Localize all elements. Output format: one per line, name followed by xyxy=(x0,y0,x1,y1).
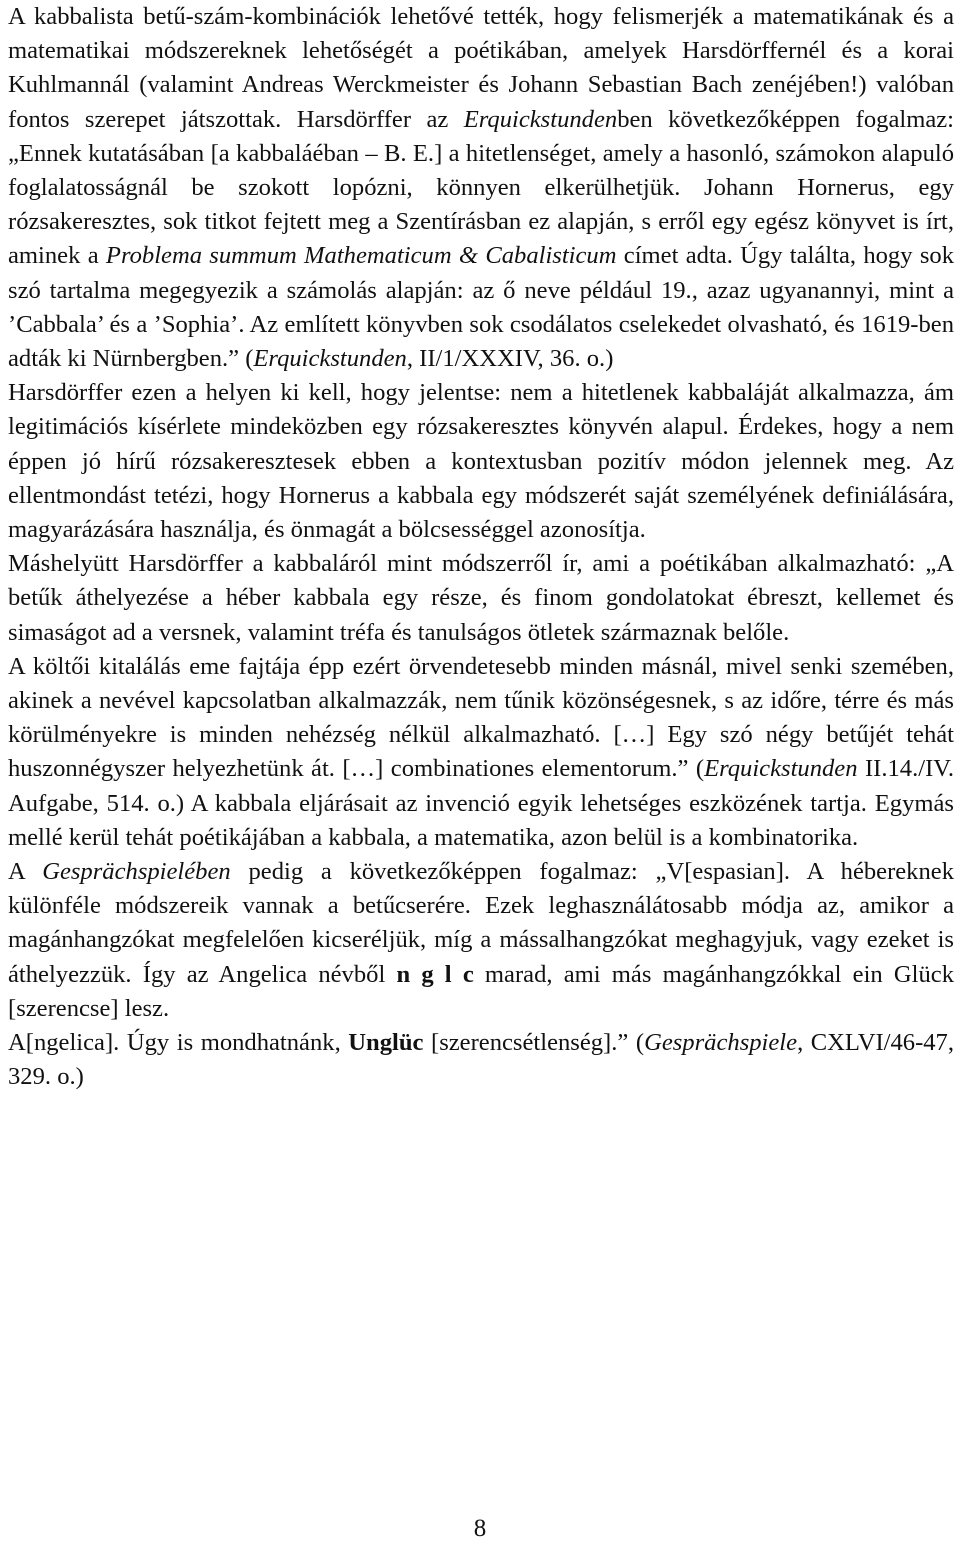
text-run: pedig a következőképpen fogalmaz: „V[espasian]. A hébereknek különféle módszereik vannak a betűcserére. Ezek leghasználátosabb módja az, amikor a magánhangzókat megfelelően kicseréljük, míg a mássalhangzókat meghagyjuk, vagy ezeket is áthelyezzük. Így az Angelica névből xyxy=(8,858,954,988)
text-run: A[ngelica]. Úgy is mondhatnánk, xyxy=(8,1029,349,1057)
text-run: , II/1/XXXIV, 36. o.) xyxy=(406,345,614,373)
text-run: címet adta. Úgy találta, hogy sok szó tartalma megegyezik a számolás alapján: az ő neve például 19., azaz ugyanannyi, mint a ’Cabbala’ és a ’Sophia’. Az említett könyvben sok csodálatos cselekedet olvasható, és 1619-ben adták ki Nürnbergben.” ( xyxy=(8,242,954,373)
paragraph-5 xyxy=(8,855,954,1026)
italic-text: Erquickstunden xyxy=(463,105,618,133)
text-run: , CXLVI/46-47, 329. o.) xyxy=(8,1029,954,1091)
paragraph-6 xyxy=(8,1026,954,1094)
italic-text: Gesprächspiele xyxy=(644,1029,798,1057)
italic-text: Erquickstunden xyxy=(704,755,858,783)
text-run: Máshelyütt Harsdörffer a kabbaláról mint módszerről ír, ami a poétikában alkalmazható: „A betűk áthelyezése a héber kabbala egy része, és finom gondolatokat ébreszt, kellemet és simaságot ad a versnek, valamint tréfa és tanulságos ötletek származnak belőle. xyxy=(8,550,954,646)
text-run: Harsdörffer ezen a helyen ki kell, hogy jelentse: nem a hitetlenek kabbaláját alkalmazza, ám legitimációs kísérlete mindeközben egy rózsakeresztes könyvén alapul. Érdekes, hogy a nem éppen jó hírű rózsakeresztesek ebben a kontextusban pozitív módon jelennek meg. Az ellentmondást tetézi, hogy Hornerus a kabbala egy módszerét saját személyének definiálására, magyarázására használja, és önmagát a bölcsességgel azonosítja. xyxy=(8,379,954,544)
text-run: marad, ami más magánhangzókkal ein Glück [szerencse] lesz. xyxy=(8,960,954,1022)
italic-text: Problema summum Mathematicum & Cabalisticum xyxy=(105,242,617,270)
bold-text: Unglüc xyxy=(348,1029,424,1057)
paragraph-2 xyxy=(8,376,954,547)
text-run: [szerencsétlenség].” ( xyxy=(423,1029,645,1057)
text-run: II.14./IV. Aufgabe, 514. o.) A kabbala eljárásait az invenció egyik lehetséges eszközének tartja. Egymás mellé kerül tehát poétikájában a kabbala, a matematika, azon belül is a kombinatorika. xyxy=(8,755,954,851)
text-run: ben következőképpen fogalmaz: „Ennek kutatásában [a kabbaláéban – B. E.] a hitetlenséget, amely a hasonló, számokon alapuló foglalatosságnál be szokott lopózni, könnyen elkerülhetjük. Johann Hornerus, egy rózsakeresztes, sok titkot fejtett meg a Szentírásban ez alapján, s erről egy egész könyvet is írt, aminek a xyxy=(8,105,954,270)
italic-text: Gesprächspielében xyxy=(42,858,231,886)
bold-text: n g l c xyxy=(396,960,474,988)
paragraph-1 xyxy=(8,0,954,376)
text-run: A kabbalista betű-szám-kombinációk lehetővé tették, hogy felismerjék a matematikának és a matematikai módszereknek lehetőségét a poétikában, amelyek Harsdörffernél és a korai Kuhlmannál (valamint Andreas Werckmeister és Johann Sebastian Bach zenéjében!) valóban fontos szerepet játszottak. Harsdörffer az xyxy=(8,3,954,133)
paragraph-3 xyxy=(8,547,954,650)
paragraph-4 xyxy=(8,650,954,855)
text-run: A xyxy=(8,858,43,886)
text-run: A költői kitalálás eme fajtája épp ezért örvendetesebb minden másnál, mivel senki szemében, akinek a nevével kapcsolatban alkalmazzák, nem tűnik közönségesnek, s az időre, térre és más körülményekre is minden nehézség nélkül alkalmazható. […] Egy szó négy betűjét tehát huszonnégyszer helyezhetünk át. […] combinationes elementorum.” ( xyxy=(8,652,954,783)
page-number: 8 xyxy=(473,1515,487,1542)
italic-text: Erquickstunden xyxy=(253,345,407,373)
